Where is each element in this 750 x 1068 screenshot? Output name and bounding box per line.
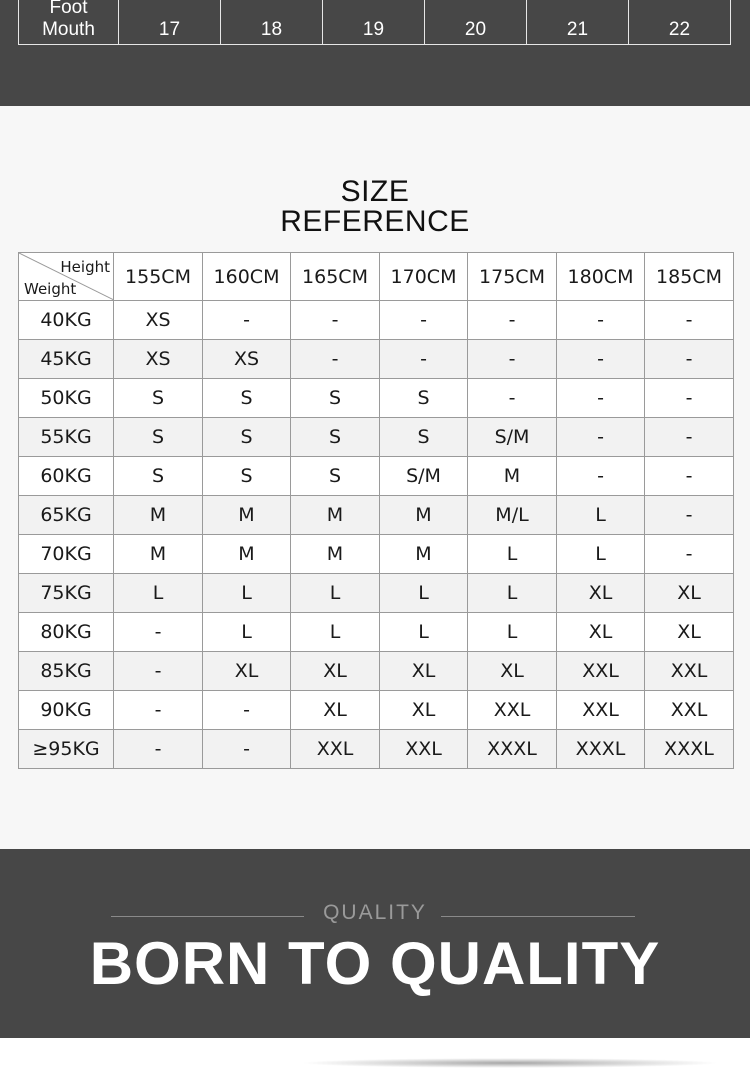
- weight-row: [19, 340, 734, 379]
- size-cell: S: [380, 418, 468, 457]
- weight-label-cell: 90KG: [19, 691, 114, 730]
- corner-header-cell: [19, 253, 114, 301]
- size-cell: -: [557, 301, 645, 340]
- weight-label-cell: 50KG: [19, 379, 114, 418]
- foot-mouth-value: 17: [119, 0, 221, 45]
- size-cell: XL: [557, 613, 645, 652]
- weight-row: [19, 574, 734, 613]
- weight-label-cell: 40KG: [19, 301, 114, 340]
- size-cell: XL: [645, 574, 734, 613]
- size-cell: XS: [203, 340, 291, 379]
- size-cell: L: [291, 613, 380, 652]
- size-cell: M: [291, 496, 380, 535]
- weight-row: [19, 418, 734, 457]
- size-cell: -: [645, 340, 734, 379]
- size-cell: L: [291, 574, 380, 613]
- size-cell: M: [114, 535, 203, 574]
- size-cell: L: [557, 535, 645, 574]
- size-cell: XL: [203, 652, 291, 691]
- size-cell: M: [380, 535, 468, 574]
- size-cell: -: [645, 379, 734, 418]
- size-cell: -: [114, 691, 203, 730]
- size-cell: XL: [291, 652, 380, 691]
- size-cell: L: [380, 574, 468, 613]
- size-cell: XL: [557, 574, 645, 613]
- size-cell: XL: [380, 691, 468, 730]
- size-cell: S: [203, 379, 291, 418]
- quality-banner: [0, 849, 750, 1038]
- weight-row: [19, 652, 734, 691]
- size-cell: -: [114, 613, 203, 652]
- size-cell: XXL: [380, 730, 468, 769]
- size-cell: M: [468, 457, 557, 496]
- size-cell: -: [557, 457, 645, 496]
- foot-mouth-value: 18: [221, 0, 323, 45]
- foot-mouth-value: 20: [425, 0, 527, 45]
- corner-weight-label: Weight: [24, 280, 77, 298]
- size-cell: M: [114, 496, 203, 535]
- height-header-cell: 165CM: [291, 253, 380, 301]
- size-cell: -: [468, 340, 557, 379]
- foot-mouth-row: [19, 0, 731, 45]
- size-cell: -: [203, 301, 291, 340]
- height-header-cell: 185CM: [645, 253, 734, 301]
- foot-mouth-value: 22: [629, 0, 731, 45]
- size-cell: M: [380, 496, 468, 535]
- size-cell: S: [203, 418, 291, 457]
- corner-height-label: Height: [60, 258, 110, 276]
- size-cell: M: [291, 535, 380, 574]
- weight-row: [19, 613, 734, 652]
- size-cell: -: [291, 340, 380, 379]
- size-cell: -: [557, 340, 645, 379]
- size-cell: M: [203, 535, 291, 574]
- weight-label-cell: ≥95KG: [19, 730, 114, 769]
- weight-label-cell: 45KG: [19, 340, 114, 379]
- weight-row: [19, 691, 734, 730]
- weight-row: [19, 301, 734, 340]
- size-cell: XL: [291, 691, 380, 730]
- size-cell: -: [114, 730, 203, 769]
- size-cell: XXXL: [645, 730, 734, 769]
- bottom-shadow: [300, 1058, 720, 1068]
- foot-mouth-label-cell: [19, 0, 119, 45]
- size-cell: S: [114, 418, 203, 457]
- size-cell: XXL: [645, 691, 734, 730]
- size-cell: L: [114, 574, 203, 613]
- size-cell: -: [557, 379, 645, 418]
- size-cell: M/L: [468, 496, 557, 535]
- height-header-cell: 170CM: [380, 253, 468, 301]
- size-cell: S: [114, 457, 203, 496]
- size-cell: L: [203, 574, 291, 613]
- size-cell: L: [468, 613, 557, 652]
- foot-mouth-table: [18, 0, 731, 45]
- size-reference-title: [0, 177, 750, 237]
- size-cell: -: [114, 652, 203, 691]
- size-cell: -: [380, 301, 468, 340]
- size-table-body: [19, 301, 734, 769]
- title-line-1: SIZE: [340, 175, 410, 208]
- size-cell: S: [380, 379, 468, 418]
- size-cell: -: [645, 535, 734, 574]
- size-cell: XL: [380, 652, 468, 691]
- size-cell: -: [557, 418, 645, 457]
- size-cell: S: [291, 418, 380, 457]
- size-cell: XL: [468, 652, 557, 691]
- size-cell: L: [557, 496, 645, 535]
- foot-mouth-label: Foot Mouth: [42, 0, 95, 40]
- height-header-cell: 175CM: [468, 253, 557, 301]
- size-cell: XS: [114, 301, 203, 340]
- title-line-2: REFERENCE: [280, 205, 470, 238]
- size-cell: XL: [645, 613, 734, 652]
- size-cell: -: [645, 496, 734, 535]
- weight-row: [19, 496, 734, 535]
- size-cell: S: [291, 457, 380, 496]
- size-cell: XXXL: [557, 730, 645, 769]
- size-cell: S/M: [380, 457, 468, 496]
- size-cell: L: [468, 535, 557, 574]
- size-cell: M: [203, 496, 291, 535]
- size-cell: XXXL: [468, 730, 557, 769]
- quality-headline: BORN TO QUALITY: [89, 930, 661, 997]
- size-cell: L: [468, 574, 557, 613]
- size-cell: XXL: [557, 652, 645, 691]
- size-cell: S: [114, 379, 203, 418]
- size-cell: -: [380, 340, 468, 379]
- size-cell: -: [645, 457, 734, 496]
- size-cell: XS: [114, 340, 203, 379]
- weight-row: [19, 535, 734, 574]
- size-cell: -: [468, 301, 557, 340]
- weight-row: [19, 379, 734, 418]
- weight-label-cell: 70KG: [19, 535, 114, 574]
- size-cell: -: [203, 730, 291, 769]
- weight-label-cell: 80KG: [19, 613, 114, 652]
- quality-label: QUALITY: [323, 901, 427, 924]
- weight-row: [19, 457, 734, 496]
- height-header-cell: 160CM: [203, 253, 291, 301]
- size-cell: -: [645, 301, 734, 340]
- size-cell: L: [203, 613, 291, 652]
- size-cell: -: [645, 418, 734, 457]
- height-header-cell: 180CM: [557, 253, 645, 301]
- weight-row: [19, 730, 734, 769]
- size-cell: XXL: [291, 730, 380, 769]
- size-cell: S: [291, 379, 380, 418]
- height-header-cell: 155CM: [114, 253, 203, 301]
- weight-label-cell: 55KG: [19, 418, 114, 457]
- size-cell: -: [291, 301, 380, 340]
- size-reference-table: [18, 252, 734, 769]
- size-cell: L: [380, 613, 468, 652]
- size-cell: S/M: [468, 418, 557, 457]
- size-cell: XXL: [468, 691, 557, 730]
- size-cell: XXL: [645, 652, 734, 691]
- foot-mouth-value: 19: [323, 0, 425, 45]
- weight-label-cell: 85KG: [19, 652, 114, 691]
- size-cell: -: [468, 379, 557, 418]
- weight-label-cell: 75KG: [19, 574, 114, 613]
- weight-label-cell: 60KG: [19, 457, 114, 496]
- size-cell: -: [203, 691, 291, 730]
- size-cell: XXL: [557, 691, 645, 730]
- foot-mouth-band: [0, 0, 750, 106]
- height-header-row: [19, 253, 734, 301]
- size-cell: S: [203, 457, 291, 496]
- weight-label-cell: 65KG: [19, 496, 114, 535]
- foot-mouth-value: 21: [527, 0, 629, 45]
